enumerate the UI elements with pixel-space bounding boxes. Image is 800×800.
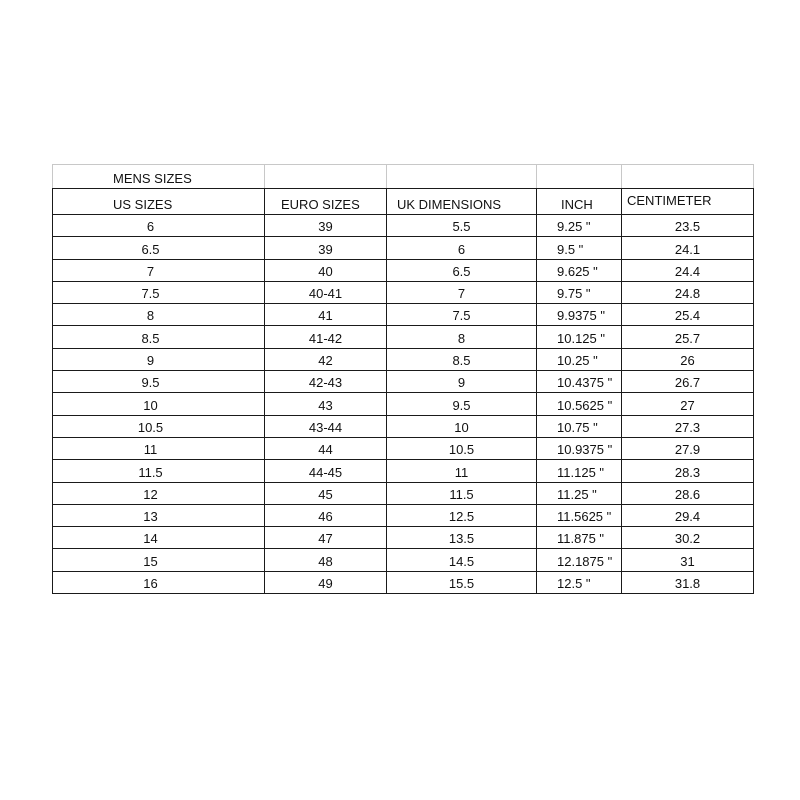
cell-us-size: 9.5 <box>53 371 265 393</box>
cell-uk-size: 10.5 <box>387 437 537 459</box>
cell-uk-size: 9.5 <box>387 393 537 415</box>
table-row <box>53 348 754 370</box>
cell-uk-size: 6.5 <box>387 259 537 281</box>
size-chart-sheet <box>52 164 752 594</box>
cell-euro-size: 39 <box>265 237 387 259</box>
table-row <box>53 549 754 571</box>
cell-us-size: 8 <box>53 304 265 326</box>
cell-uk-size: 13.5 <box>387 527 537 549</box>
cell-centimeter: 24.8 <box>622 281 754 303</box>
empty-cell <box>537 165 622 189</box>
table-row <box>53 571 754 593</box>
cell-us-size: 13 <box>53 504 265 526</box>
cell-us-size: 6 <box>53 215 265 237</box>
cell-inch: 10.4375 " <box>537 371 622 393</box>
empty-cell <box>622 165 754 189</box>
cell-inch: 9.9375 " <box>537 304 622 326</box>
cell-uk-size: 6 <box>387 237 537 259</box>
cell-inch: 11.25 " <box>537 482 622 504</box>
table-title: MENS SIZES <box>53 165 265 189</box>
cell-inch: 12.5 " <box>537 571 622 593</box>
cell-centimeter: 27.3 <box>622 415 754 437</box>
table-row <box>53 215 754 237</box>
cell-uk-size: 12.5 <box>387 504 537 526</box>
cell-us-size: 10.5 <box>53 415 265 437</box>
table-title-row <box>53 165 754 189</box>
cell-euro-size: 40-41 <box>265 281 387 303</box>
table-row <box>53 415 754 437</box>
cell-us-size: 8.5 <box>53 326 265 348</box>
cell-centimeter: 25.7 <box>622 326 754 348</box>
cell-us-size: 11 <box>53 437 265 459</box>
cell-inch: 10.125 " <box>537 326 622 348</box>
cell-centimeter: 27 <box>622 393 754 415</box>
cell-uk-size: 15.5 <box>387 571 537 593</box>
cell-euro-size: 40 <box>265 259 387 281</box>
mens-size-table <box>52 164 754 594</box>
cell-inch: 9.25 " <box>537 215 622 237</box>
cell-uk-size: 7 <box>387 281 537 303</box>
table-row <box>53 326 754 348</box>
cell-euro-size: 44-45 <box>265 460 387 482</box>
cell-centimeter: 27.9 <box>622 437 754 459</box>
cell-euro-size: 43 <box>265 393 387 415</box>
header-uk-dimensions: UK DIMENSIONS <box>387 189 537 215</box>
empty-cell <box>265 165 387 189</box>
cell-euro-size: 47 <box>265 527 387 549</box>
cell-us-size: 12 <box>53 482 265 504</box>
cell-inch: 10.9375 " <box>537 437 622 459</box>
header-euro-sizes: EURO SIZES <box>265 189 387 215</box>
cell-inch: 12.1875 " <box>537 549 622 571</box>
cell-euro-size: 39 <box>265 215 387 237</box>
cell-uk-size: 11.5 <box>387 482 537 504</box>
cell-euro-size: 46 <box>265 504 387 526</box>
cell-inch: 11.5625 " <box>537 504 622 526</box>
cell-euro-size: 45 <box>265 482 387 504</box>
cell-uk-size: 5.5 <box>387 215 537 237</box>
cell-euro-size: 41 <box>265 304 387 326</box>
cell-us-size: 14 <box>53 527 265 549</box>
table-row <box>53 304 754 326</box>
cell-euro-size: 48 <box>265 549 387 571</box>
table-row <box>53 460 754 482</box>
cell-us-size: 7.5 <box>53 281 265 303</box>
table-row <box>53 259 754 281</box>
cell-inch: 10.5625 " <box>537 393 622 415</box>
cell-euro-size: 42 <box>265 348 387 370</box>
header-centimeter: CENTIMETER <box>622 189 754 215</box>
cell-inch: 11.875 " <box>537 527 622 549</box>
table-header-row <box>53 189 754 215</box>
cell-uk-size: 7.5 <box>387 304 537 326</box>
cell-inch: 10.25 " <box>537 348 622 370</box>
cell-us-size: 15 <box>53 549 265 571</box>
header-inch: INCH <box>537 189 622 215</box>
cell-euro-size: 43-44 <box>265 415 387 437</box>
cell-centimeter: 29.4 <box>622 504 754 526</box>
table-row <box>53 281 754 303</box>
cell-centimeter: 26 <box>622 348 754 370</box>
cell-inch: 10.75 " <box>537 415 622 437</box>
cell-centimeter: 31.8 <box>622 571 754 593</box>
cell-us-size: 11.5 <box>53 460 265 482</box>
cell-euro-size: 49 <box>265 571 387 593</box>
cell-centimeter: 23.5 <box>622 215 754 237</box>
cell-centimeter: 24.4 <box>622 259 754 281</box>
cell-euro-size: 42-43 <box>265 371 387 393</box>
table-row <box>53 482 754 504</box>
cell-centimeter: 24.1 <box>622 237 754 259</box>
table-row <box>53 371 754 393</box>
header-us-sizes: US SIZES <box>53 189 265 215</box>
cell-centimeter: 31 <box>622 549 754 571</box>
cell-uk-size: 14.5 <box>387 549 537 571</box>
cell-uk-size: 10 <box>387 415 537 437</box>
cell-inch: 9.625 " <box>537 259 622 281</box>
cell-us-size: 6.5 <box>53 237 265 259</box>
cell-us-size: 10 <box>53 393 265 415</box>
cell-centimeter: 26.7 <box>622 371 754 393</box>
table-row <box>53 504 754 526</box>
table-row <box>53 527 754 549</box>
cell-centimeter: 30.2 <box>622 527 754 549</box>
cell-centimeter: 28.3 <box>622 460 754 482</box>
cell-uk-size: 8 <box>387 326 537 348</box>
cell-centimeter: 25.4 <box>622 304 754 326</box>
cell-us-size: 9 <box>53 348 265 370</box>
cell-euro-size: 41-42 <box>265 326 387 348</box>
cell-euro-size: 44 <box>265 437 387 459</box>
cell-us-size: 16 <box>53 571 265 593</box>
cell-inch: 11.125 " <box>537 460 622 482</box>
empty-cell <box>387 165 537 189</box>
table-row <box>53 393 754 415</box>
table-row <box>53 437 754 459</box>
cell-uk-size: 11 <box>387 460 537 482</box>
cell-inch: 9.5 " <box>537 237 622 259</box>
cell-inch: 9.75 " <box>537 281 622 303</box>
table-row <box>53 237 754 259</box>
cell-uk-size: 9 <box>387 371 537 393</box>
cell-centimeter: 28.6 <box>622 482 754 504</box>
cell-us-size: 7 <box>53 259 265 281</box>
cell-uk-size: 8.5 <box>387 348 537 370</box>
